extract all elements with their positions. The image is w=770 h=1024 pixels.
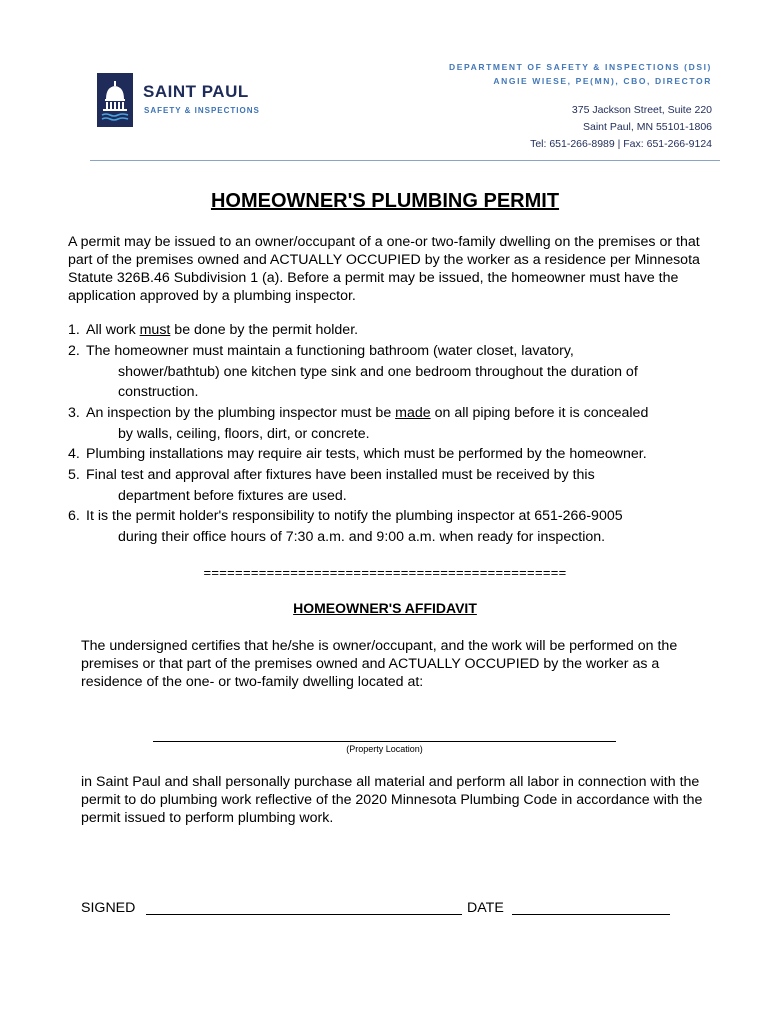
property-location-field[interactable] <box>153 741 616 742</box>
affidavit-title: HOMEOWNER'S AFFIDAVIT <box>293 600 477 616</box>
rule-item-2: 2. The homeowner must maintain a functioning bathroom (water closet, lavatory, shower/bathtub) one kitchen type sink and one bedroom throughout the duration of construction. <box>68 343 638 400</box>
city-logo <box>97 73 133 127</box>
signature-field[interactable] <box>146 914 462 915</box>
rule-item-3: 3. An inspection by the plumbing inspector must be made on all piping before it is concealed by walls, ceiling, floors, dirt, or concrete. <box>68 405 649 442</box>
rule-number: 1. <box>68 322 80 338</box>
document-title: HOMEOWNER'S PLUMBING PERMIT <box>210 190 560 212</box>
rule-number: 5. <box>68 467 80 483</box>
rule-item-6: 6. It is the permit holder's responsibility to notify the plumbing inspector at 651-266-9005 during their office hours of 7:30 a.m. and 9:00 a.m. when ready for inspection. <box>68 508 623 545</box>
rule-number: 4. <box>68 446 80 462</box>
address-line-2: Saint Paul, MN 55101-1806 <box>583 121 712 133</box>
affidavit-paragraph: The undersigned certifies that he/she is owner/occupant, and the work will be performed on the premises or that part of the premises owned and ACTUALLY OCCUPIED by the worker as a residence of the one- or two-family dwelling located at: <box>81 638 678 690</box>
rule-item-5: 5. Final test and approval after fixtures have been installed must be received by this department before fixtures are used. <box>68 467 595 504</box>
rule-item-4: 4. Plumbing installations may require air tests, which must be performed by the homeowner. <box>68 444 728 465</box>
director-name: ANGIE WIESE, PE(MN), CBO, DIRECTOR <box>493 76 712 86</box>
date-label: DATE <box>467 900 504 916</box>
address-line-1: 375 Jackson Street, Suite 220 <box>571 104 712 116</box>
property-location-label: (Property Location) <box>346 744 423 754</box>
logo-subtitle: SAFETY & INSPECTIONS <box>144 106 260 115</box>
rule-number: 3. <box>68 405 80 421</box>
rule-number: 6. <box>68 508 80 524</box>
header-divider <box>90 160 720 161</box>
department-name: DEPARTMENT OF SAFETY & INSPECTIONS (DSI) <box>449 62 712 72</box>
logo-name: SAINT PAUL <box>143 82 249 101</box>
rule-number: 2. <box>68 343 80 359</box>
date-field[interactable] <box>512 914 670 915</box>
capitol-dome-icon <box>97 73 133 127</box>
signed-label: SIGNED <box>81 900 136 916</box>
closing-paragraph: in Saint Paul and shall personally purchase all material and perform all labor in connection with the permit to do plumbing work reflective of the 2020 Minnesota Plumbing Code in accordance with the permit issued to perform plumbing work. <box>81 774 703 826</box>
phone-fax: Tel: 651-266-8989 | Fax: 651-266-9124 <box>530 138 712 150</box>
intro-paragraph: A permit may be issued to an owner/occupant of a one-or two-family dwelling on the premises or that part of the premises owned and ACTUALLY OCCUPIED by the worker as a residence per Minnesota Statute 326B.46 Subdivision 1 (a). Before a permit may be issued, the homeowner must have the application approved by a plumbing inspector. <box>68 234 700 304</box>
section-divider: ============================================== <box>203 565 567 580</box>
rule-item-1: 1. All work must be done by the permit holder. <box>68 320 728 341</box>
